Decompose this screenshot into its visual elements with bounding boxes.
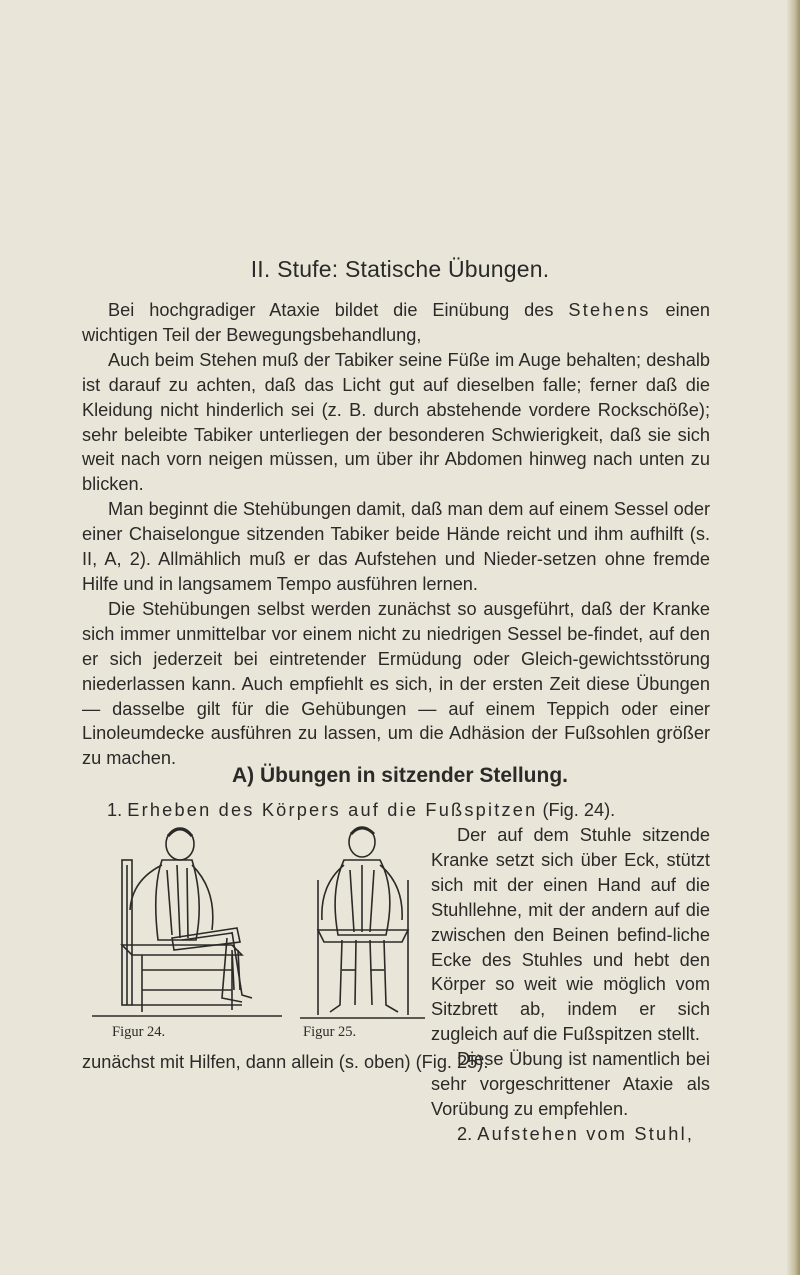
exercise-item-2-title: Aufstehen vom Stuhl, (477, 1123, 695, 1144)
exercise-item-1-title: Erheben des Körpers auf die Fußspitzen (127, 800, 538, 820)
rising-figure-illustration (300, 820, 425, 1025)
paragraph-2: Auch beim Stehen muß der Tabiker seine Füße im Auge behalten; deshalb ist darauf zu achten, daß das Licht gut auf dieselben falle; ferner daß die Kleidung nicht hinderlich sei (z. B. durch abstehende vordere Rockschöße); sehr beleibte Tabiker unterliegen der besonderen Schwierigkeit, daß sie sich weit nach vorn neigen müssen, um über ihr Abdomen hinweg nach unten zu blicken. (82, 349, 710, 495)
emphasis-stehens: Stehens (568, 300, 651, 320)
section-title: II. Stufe: Statische Übungen. (250, 256, 550, 282)
exercise-item-1: 1. Erheben des Körpers auf die Fußspitzen (Fig. 24). (107, 800, 616, 820)
main-text (82, 298, 710, 771)
subsection-heading: A) Übungen in sitzender Stellung. (232, 764, 568, 787)
closing-line: zunächst mit Hilfen, dann allein (s. oben) (Fig. 25). (82, 1052, 489, 1072)
exercise-item-2: 2. Aufstehen vom Stuhl, (457, 1123, 695, 1144)
exercise-description (431, 823, 710, 1147)
figure-25-caption: Figur 25. (303, 1024, 357, 1040)
paragraph-1: Bei hochgradiger Ataxie bildet die Einübung des Stehens einen wichtigen Teil der Bewegungsbehandlung, (82, 300, 710, 345)
seated-figure-illustration (92, 820, 282, 1025)
paragraph-3: Man beginnt die Stehübungen damit, daß man dem auf einem Sessel oder einer Chaiselongue sitzenden Tabiker beide Hände reicht und ihm aufhilft (s. II, A, 2). Allmählich muß er das Aufstehen und Nieder-setzen ohne fremde Hilfe und in langsamem Tempo ausführen lernen. (82, 499, 710, 594)
exercise-1-note: Diese Übung ist namentlich bei sehr vorgeschrittener Ataxie als Vorübung zu empfehlen. (431, 1049, 710, 1119)
page-edge (786, 0, 800, 1275)
exercise-1-paragraph: Der auf dem Stuhle sitzende Kranke setzt sich über Eck, stützt sich mit der einen Hand auf die Stuhllehne, mit der andern auf die zwischen den Beinen befind-liche Ecke des Stuhles und hebt den Körper so weit wie möglich vom Sitzbrett ab, indem er sich zugleich auf die Fußspitzen stellt. (431, 825, 710, 1045)
figure-24-caption: Figur 24. (112, 1024, 166, 1040)
paragraph-4: Die Stehübungen selbst werden zunächst so ausgeführt, daß der Kranke sich immer unmittelbar vor einem nicht zu niedrigen Sessel be-findet, auf den er sich jederzeit bei eintretender Ermüdung oder Gleich-gewichtsstörung niederlassen kann. Auch empfiehlt es sich, in der ersten Zeit diese Übungen — dasselbe gilt für die Gehübungen — auf einem Teppich oder einer Linoleumdecke ausführen zu lassen, um die Adhäsion der Fußsohlen größer zu machen. (82, 598, 710, 769)
